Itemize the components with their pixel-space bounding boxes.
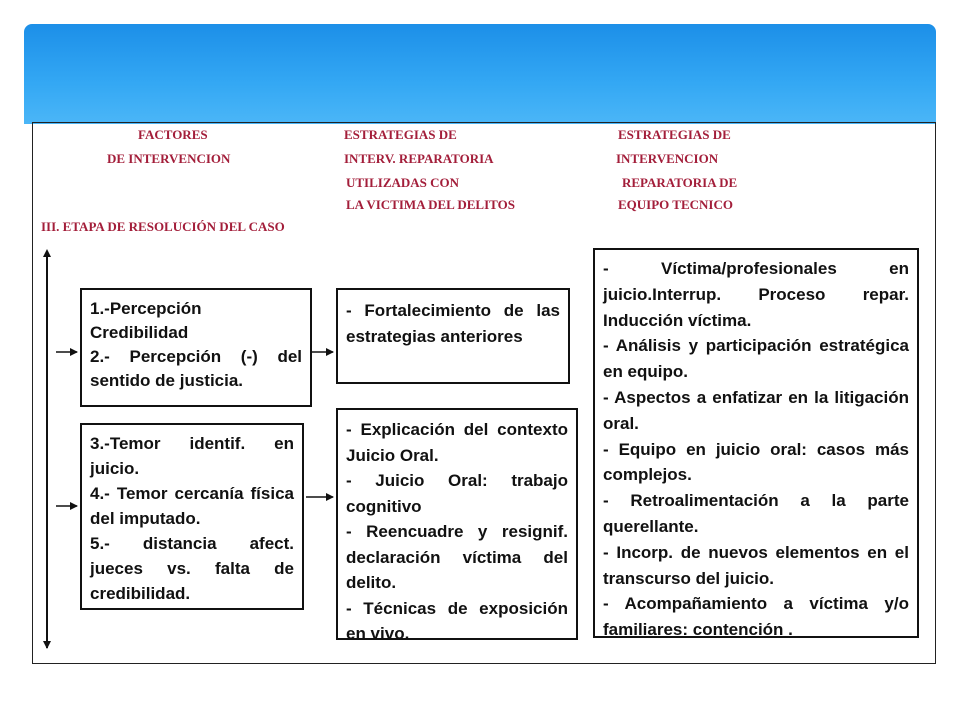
- team-item: - Víctima/profesionales en juicio.Interrup. Proceso repar. Inducción víctima.: [603, 259, 909, 330]
- stage-title: III. ETAPA DE RESOLUCIÓN DEL CASO: [41, 219, 285, 234]
- team-item: - Análisis y participación estratégica en equipo.: [603, 336, 909, 382]
- team-item: - Aspectos a enfatizar en la litigación oral.: [603, 387, 909, 433]
- factor-item: 2.- Percepción (-) del sentido de justicia.: [90, 347, 302, 390]
- header-estrategias-equipo-line2: INTERVENCION: [616, 151, 719, 166]
- header-estrategias-equipo-line1: ESTRATEGIAS DE: [618, 127, 731, 142]
- team-strategy-box: [593, 248, 919, 638]
- factor-item: 3.-Temor identif. en juicio.: [90, 434, 294, 478]
- header-estrategias-victima-line1: ESTRATEGIAS DE: [344, 127, 457, 142]
- header-estrategias-victima-line4: LA VICTIMA DEL DELITOS: [346, 197, 515, 212]
- strategy-box-2: [336, 408, 578, 643]
- header-estrategias-victima-line3: UTILIZADAS CON: [346, 175, 460, 190]
- strategy-item: - Fortalecimiento de las estrategias anteriores: [346, 301, 560, 346]
- team-item: - Equipo en juicio oral: casos más complejos.: [603, 439, 909, 485]
- factor-item: 4.- Temor cercanía física del imputado.: [90, 484, 294, 528]
- factor-item: 5.- distancia afect. jueces vs. falta de credibilidad.: [90, 534, 294, 603]
- team-item: - Acompañamiento a víctima y/o familiares: contención .: [603, 594, 909, 640]
- team-item: - Retroalimentación a la parte querellante.: [603, 491, 909, 536]
- header-estrategias-victima-line2: INTERV. REPARATORIA: [344, 151, 494, 166]
- strategy-item: - Explicación del contexto Juicio Oral.: [346, 420, 568, 465]
- strategy-item: - Técnicas de exposición en vivo.: [346, 598, 568, 643]
- factor-box-1: [80, 288, 312, 407]
- header-factores-line1: FACTORES: [138, 127, 208, 142]
- header-estrategias-equipo-line4: EQUIPO TECNICO: [618, 197, 733, 212]
- factor-box-2: [80, 423, 304, 610]
- header-factores-line2: DE INTERVENCION: [107, 151, 231, 166]
- team-item: - Incorp. de nuevos elementos en el transcurso del juicio.: [603, 542, 909, 588]
- strategy-box-1: [336, 288, 570, 384]
- strategy-item: - Juicio Oral: trabajo cognitivo: [346, 471, 568, 516]
- strategy-item: - Reencuadre y resignif. declaración víctima del delito.: [346, 522, 568, 592]
- header-estrategias-equipo-line3: REPARATORIA DE: [622, 175, 738, 190]
- factor-item: 1.-Percepción Credibilidad: [90, 299, 202, 342]
